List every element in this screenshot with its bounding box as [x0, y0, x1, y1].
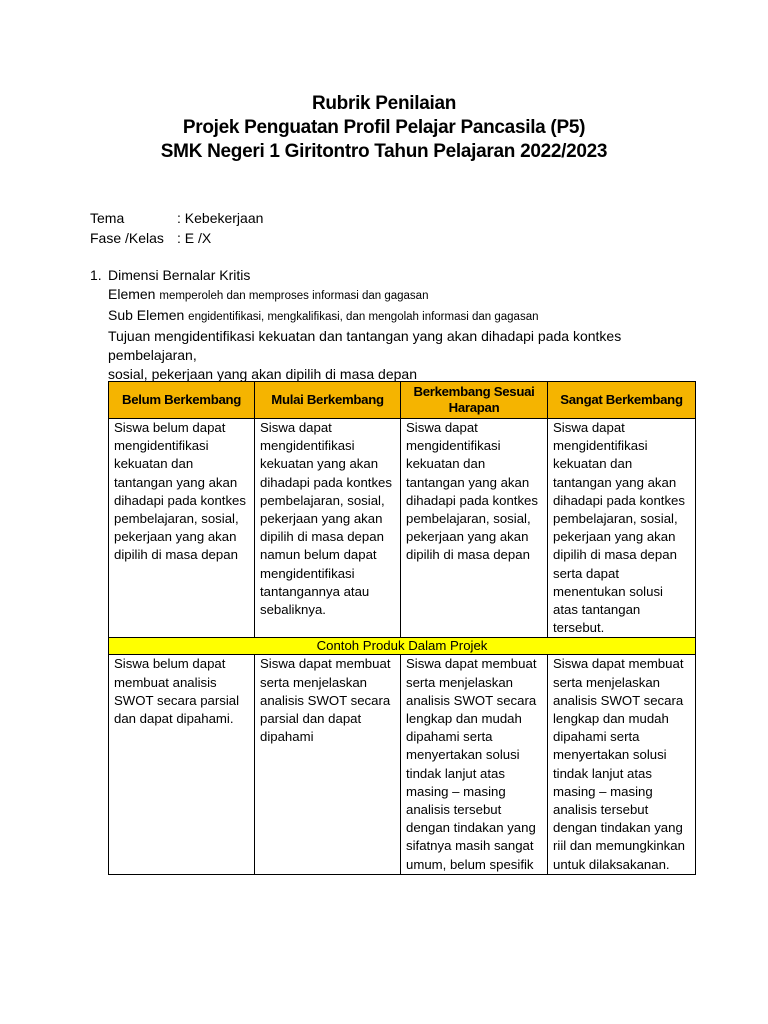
dimensi-label: Dimensi Bernalar Kritis	[108, 267, 251, 283]
table-row-subheading	[109, 638, 696, 655]
title-line-3: SMK Negeri 1 Giritontro Tahun Pelajaran 2022/2023	[160, 141, 608, 162]
cell-mulai-2: Siswa dapat membuat serta menjelaskan analisis SWOT secara parsial dan dapat dipahami	[255, 655, 401, 874]
title-line-2: Projek Penguatan Profil Pelajar Pancasila (P5)	[182, 117, 586, 138]
header-mulai-berkembang: Mulai Berkembang	[255, 382, 401, 419]
cell-sesuai-2: Siswa dapat membuat serta menjelaskan analisis SWOT secara lengkap dan mudah dipahami serta menyertakan solusi tindak lanjut atas masing – masing analisis tersebut dengan tindakan yang sifatnya masih sangat umum, belum spesifik	[401, 655, 548, 874]
contoh-produk-label: Contoh Produk Dalam Projek	[109, 638, 696, 655]
table-row	[109, 419, 696, 638]
elemen-line	[90, 285, 690, 306]
elemen-value: memperoleh dan memproses informasi dan gagasan	[159, 290, 429, 302]
sub-elemen-value: engidentifikasi, mengkalifikasi, dan mengolah informasi dan gagasan	[188, 311, 539, 323]
rubric-table	[108, 381, 696, 875]
cell-belum-1: Siswa belum dapat mengidentifikasi kekuatan dan tantangan yang akan dihadapi pada kontkes pembelajaran, sosial, pekerjaan yang akan dipilih di masa depan	[109, 419, 255, 638]
section-number: 1.	[90, 267, 102, 283]
tema-value: : Kebekerjaan	[177, 210, 264, 226]
elemen-label: Elemen	[108, 286, 156, 302]
title-line-1: Rubrik Penilaian	[311, 93, 457, 114]
meta-info	[90, 208, 263, 248]
fase-label: Fase /Kelas	[90, 230, 164, 246]
tema-label: Tema	[90, 210, 125, 226]
fase-row	[90, 228, 263, 248]
header-sangat-berkembang: Sangat Berkembang	[548, 382, 696, 419]
sub-elemen-label: Sub Elemen	[108, 307, 185, 323]
cell-mulai-1: Siswa dapat mengidentifikasi kekuatan yang akan dihadapi pada kontkes pembelajaran, sosial, pekerjaan yang akan dipilih di masa depan namun belum dapat mengidentifikasi tantangannya atau sebaliknya.	[255, 419, 401, 638]
header-belum-berkembang: Belum Berkembang	[109, 382, 255, 419]
cell-sesuai-1: Siswa dapat mengidentifikasi kekuatan dan tantangan yang akan dihadapi pada kontkes pembelajaran, sosial, pekerjaan yang akan dipilih di masa depan	[401, 419, 548, 638]
cell-sangat-2: Siswa dapat membuat serta menjelaskan analisis SWOT secara lengkap dan mudah dipahami serta menyertakan solusi tindak lanjut atas masing – masing analisis tersebut dengan tindakan yang riil dan memungkinkan untuk dilaksakanan.	[548, 655, 696, 874]
tujuan-line-2: sosial, pekerjaan yang akan dipilih di masa depan	[108, 366, 417, 382]
fase-value: : E /X	[177, 230, 212, 246]
document-title	[0, 92, 768, 164]
cell-belum-2: Siswa belum dapat membuat analisis SWOT secara parsial dan dapat dipahami.	[109, 655, 255, 874]
sub-elemen-line	[90, 306, 690, 327]
dimension-section	[90, 266, 690, 384]
table-row	[109, 655, 696, 874]
cell-sangat-1: Siswa dapat mengidentifikasi kekuatan dan tantangan yang akan dihadapi pada kontkes pembelajaran, sosial, pekerjaan yang akan dipilih di masa depan serta dapat menentukan solusi atas tantangan tersebut.	[548, 419, 696, 638]
tujuan-line-1: Tujuan mengidentifikasi kekuatan dan tantangan yang akan dihadapi pada kontkes pembelajaran,	[108, 328, 622, 363]
table-header-row	[109, 382, 696, 419]
header-berkembang-sesuai-harapan: Berkembang Sesuai Harapan	[401, 382, 548, 419]
tema-row	[90, 208, 263, 228]
